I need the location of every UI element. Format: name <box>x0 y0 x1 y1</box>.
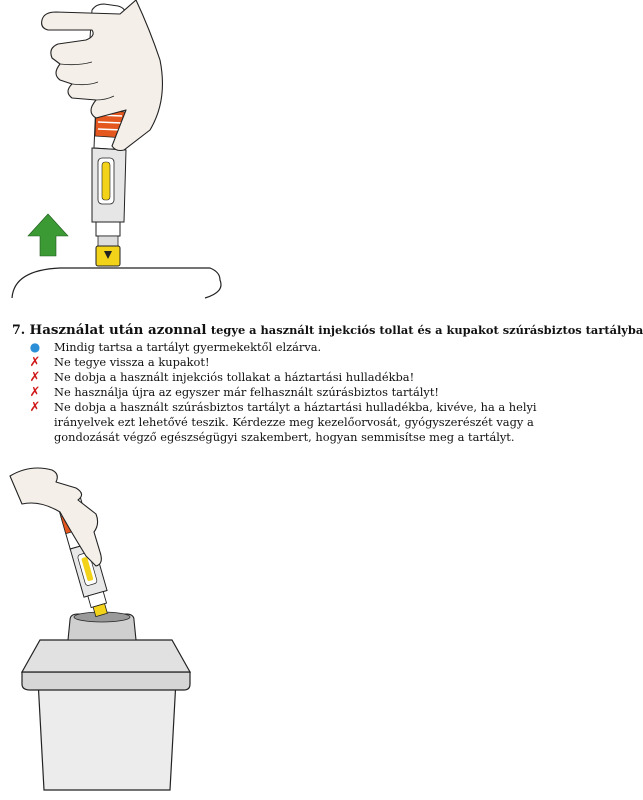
list-item-text: Ne dobja a használt injekciós tollakat a háztartási hulladékba! <box>54 370 415 384</box>
list-item <box>29 385 548 400</box>
up-arrow-icon <box>28 214 68 256</box>
cross-icon: ✗ <box>29 400 41 415</box>
pen-removal-illustration <box>0 0 550 310</box>
step-title-rest: tegye a használt injekciós tollat és a kupakot szúrásbiztos tartályba <box>210 323 643 337</box>
sharps-disposal-illustration <box>0 460 550 800</box>
bullet-icon: ● <box>29 340 41 354</box>
list-item <box>29 340 548 355</box>
sharps-container <box>22 612 190 790</box>
cross-icon: ✗ <box>29 385 41 400</box>
list-item-text: Ne tegye vissza a kupakot! <box>54 355 210 369</box>
step-title-lead: Használat után azonnal <box>29 322 207 338</box>
instruction-list <box>12 340 548 445</box>
list-item-text: Ne használja újra az egyszer már felhasznált szúrásbiztos tartályt! <box>54 385 439 399</box>
step-7-instructions <box>12 322 643 445</box>
list-item <box>29 355 548 370</box>
cross-icon: ✗ <box>29 370 41 385</box>
cross-icon: ✗ <box>29 355 41 370</box>
list-item <box>29 400 548 445</box>
step-title <box>12 322 643 338</box>
list-item-text: Mindig tartsa a tartályt gyermekektől elzárva. <box>54 340 322 354</box>
step-number: 7. <box>12 322 26 337</box>
list-item <box>29 370 548 385</box>
skin-surface <box>12 268 221 298</box>
list-item-text: Ne dobja a használt szúrásbiztos tartályt a háztartási hulladékba, kivéve, ha a helyi irányelvek ezt lehetővé teszik. Kérdezze meg kezelőorvosát, gyógyszerészét vagy a gondozását végző egészségügyi szakembert, hogyan semmisítse meg a tartályt. <box>54 400 537 444</box>
hand <box>10 468 101 566</box>
